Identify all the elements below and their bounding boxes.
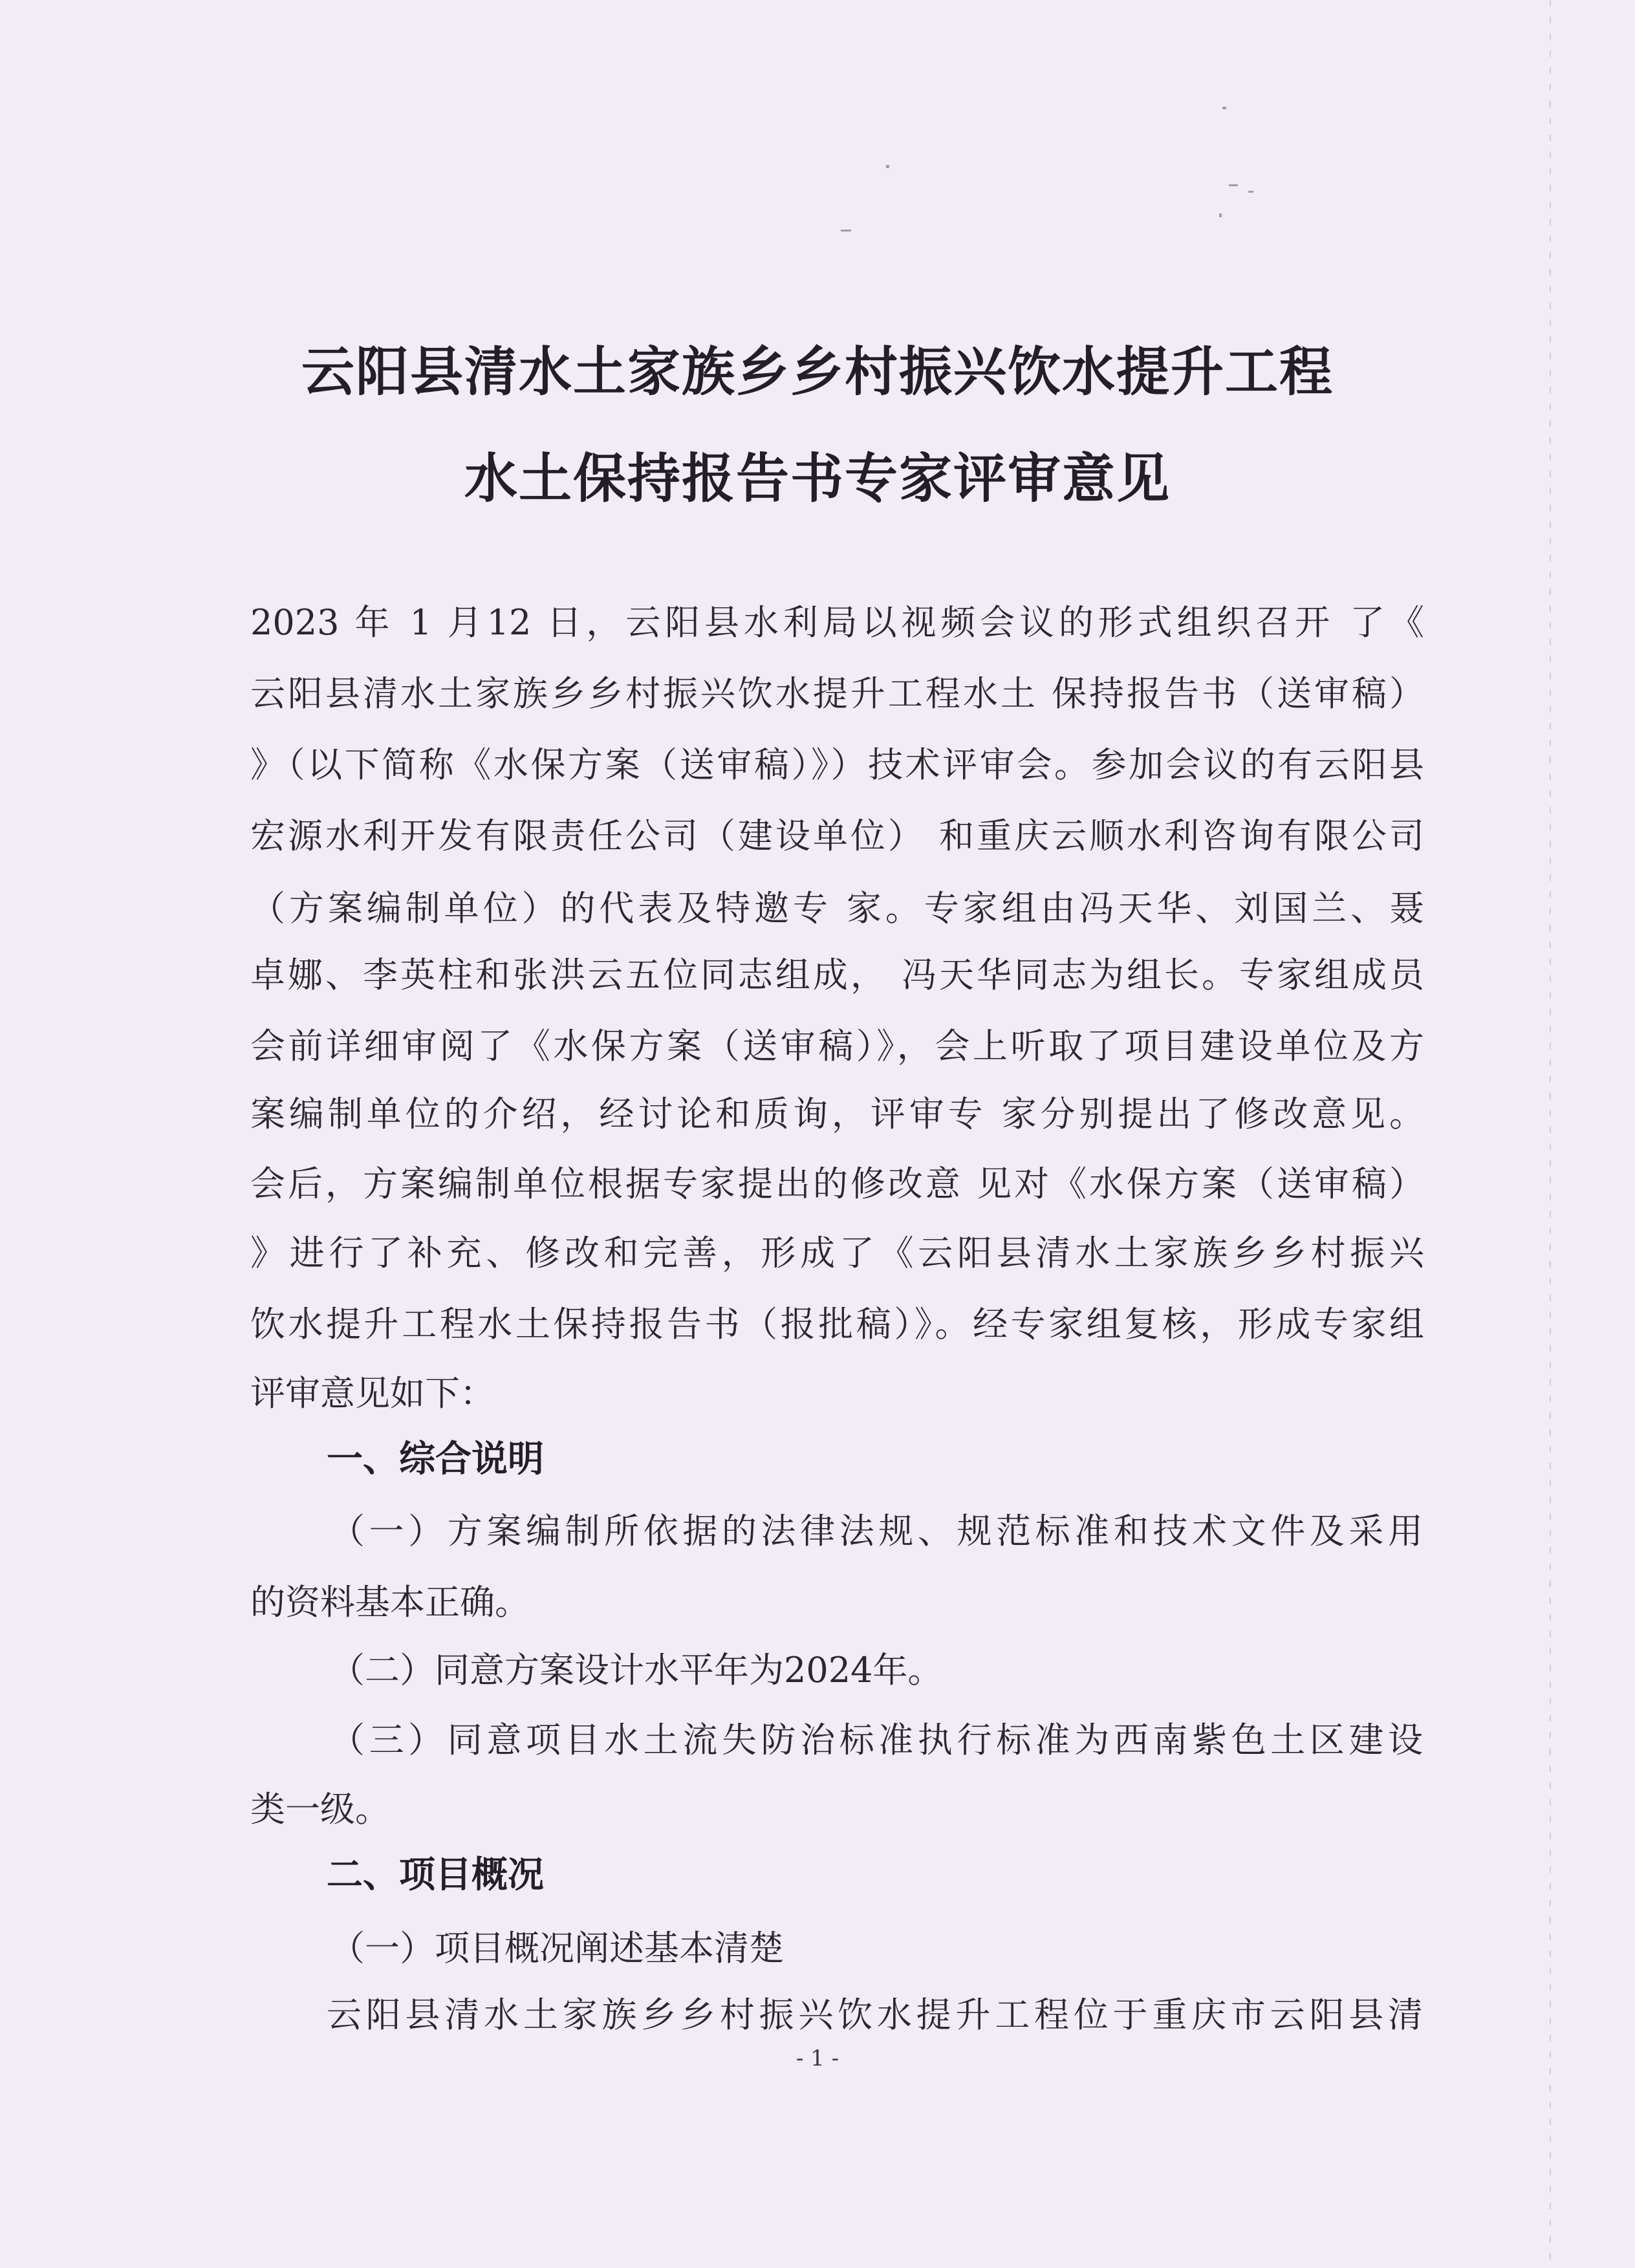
- intro-paragraph-line: 云阳县清水土家族乡乡村振兴饮水提升工程水土 保持报告书（送审稿）: [250, 673, 1424, 714]
- document-title-line-2: 水土保持报告书专家评审意见: [464, 448, 1171, 510]
- scan-speck: [1248, 191, 1253, 193]
- section-item-line: 的资料基本正确。: [250, 1582, 530, 1623]
- intro-paragraph-line: 2023 年 1 月12 日，云阳县水利局以视频会议的形式组织召开 了《: [250, 602, 1424, 643]
- section-item-line: （一）项目概况阐述基本清楚: [330, 1928, 784, 1969]
- intro-paragraph-line: 》进行了补充、修改和完善，形成了《云阳县清水土家族乡乡村振兴: [250, 1233, 1424, 1273]
- scan-speck: [1222, 107, 1226, 109]
- intro-paragraph-line: 案编制单位的介绍，经讨论和质询，评审专 家分别提出了修改意见。: [250, 1094, 1424, 1134]
- section-item-line: （三）同意项目水土流失防治标准执行标准为西南紫色土区建设: [330, 1720, 1423, 1760]
- document-title-line-1: 云阳县清水土家族乡乡村振兴饮水提升工程: [301, 341, 1334, 403]
- section-item-line: （二）同意方案设计水平年为2024年。: [330, 1650, 943, 1690]
- intro-paragraph-line: 会前详细审阅了《水保方案（送审稿）》，会上听取了项目建设单位及方: [250, 1026, 1424, 1066]
- intro-paragraph-line: 评审意见如下：: [250, 1373, 495, 1414]
- intro-paragraph-line: 卓娜、李英柱和张洪云五位同志组成， 冯天华同志为组长。专家组成员: [250, 955, 1424, 995]
- section-paragraph-line: 云阳县清水土家族乡乡村振兴饮水提升工程位于重庆市云阳县清: [327, 1994, 1423, 2035]
- intro-paragraph-line: 宏源水利开发有限责任公司（建设单位） 和重庆云顺水利咨询有限公司: [250, 815, 1424, 856]
- section-item-line: （一）方案编制所依据的法律法规、规范标准和技术文件及采用: [330, 1511, 1423, 1551]
- scan-speck: [1229, 184, 1238, 186]
- intro-paragraph-line: 》（以下简称《水保方案（送审稿）》）技术评审会。参加会议的有云阳县: [250, 744, 1424, 785]
- intro-paragraph-line: 会后，方案编制单位根据专家提出的修改意 见对《水保方案（送审稿）: [250, 1163, 1424, 1204]
- scan-speck: [841, 230, 851, 232]
- intro-paragraph-line: （方案编制单位）的代表及特邀专 家。专家组由冯天华、刘国兰、聂: [250, 888, 1424, 929]
- section-item-line: 类一级。: [250, 1789, 390, 1830]
- intro-paragraph-line: 饮水提升工程水土保持报告书（报批稿）》。经专家组复核，形成专家组: [250, 1304, 1424, 1345]
- scan-speck: [1219, 213, 1222, 217]
- page-number: - 1 -: [796, 2046, 839, 2071]
- scan-speck: [886, 165, 889, 168]
- section-heading: 二、项目概况: [327, 1854, 544, 1896]
- section-heading: 一、综合说明: [327, 1438, 544, 1480]
